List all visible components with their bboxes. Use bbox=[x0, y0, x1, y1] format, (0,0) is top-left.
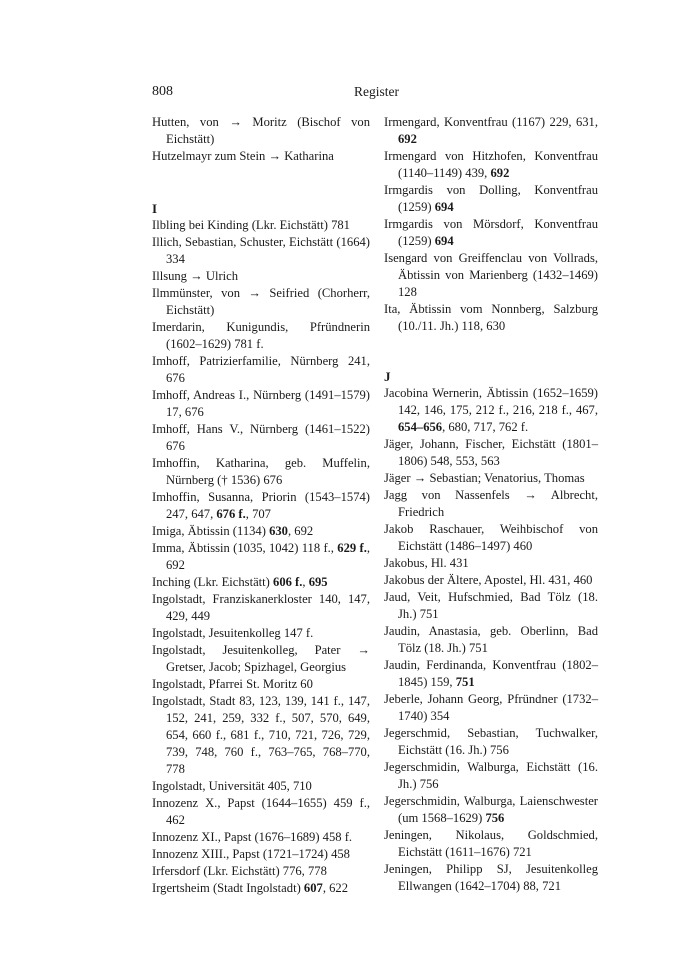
index-entry: Innozenz XI., Papst (1676–1689) 458 f. bbox=[152, 830, 353, 844]
index-entry: Jeberle, Johann Georg, Pfründner (1732–1740) 354 bbox=[384, 692, 598, 723]
index-entry: Inching (Lkr. Eichstätt) 606 f., 695 bbox=[152, 575, 328, 589]
index-entry: Jäger, Johann, Fischer, Eichstätt (1801–1806) 548, 553, 563 bbox=[384, 437, 598, 468]
index-entry: Irfersdorf (Lkr. Eichstätt) 776, 778 bbox=[152, 864, 327, 878]
index-entry: Jakobus der Ältere, Apostel, Hl. 431, 460 bbox=[384, 573, 593, 587]
index-entry: Jaud, Veit, Hufschmied, Bad Tölz (18. Jh.) 751 bbox=[384, 590, 598, 621]
index-entry: Irmengard, Konventfrau (1167) 229, 631, 692 bbox=[384, 115, 598, 146]
index-entry: Ilbling bei Kinding (Lkr. Eichstätt) 781 bbox=[152, 218, 350, 232]
index-entry: Jeningen, Philipp SJ, Jesuitenkolleg Ellwangen (1642–1704) 88, 721 bbox=[384, 862, 598, 893]
index-entry: Jakobus, Hl. 431 bbox=[384, 556, 469, 570]
index-entry: Imhoffin, Katharina, geb. Muffelin, Nürnberg († 1536) 676 bbox=[152, 456, 370, 487]
index-entry: Illsung → Ulrich bbox=[152, 269, 239, 283]
index-entry: Ingolstadt, Franziskanerkloster 140, 147, 429, 449 bbox=[152, 592, 370, 623]
entries-j bbox=[384, 385, 598, 895]
index-entry: Hutzelmayr zum Stein → Katharina bbox=[152, 149, 334, 163]
index-entry: Ingolstadt, Jesuitenkolleg 147 f. bbox=[152, 626, 314, 640]
index-entry: Ilmmünster, von → Seifried (Chorherr, Eichstätt) bbox=[152, 286, 370, 317]
section-letter-i: I bbox=[152, 201, 158, 216]
entries-before-i bbox=[152, 114, 370, 165]
index-entry: Ita, Äbtissin vom Nonnberg, Salzburg (10./11. Jh.) 118, 630 bbox=[384, 302, 598, 333]
index-entry: Imhoff, Hans V., Nürnberg (1461–1522) 676 bbox=[152, 422, 370, 453]
index-entry: Jacobina Wernerin, Äbtissin (1652–1659) 142, 146, 175, 212 f., 216, 218 f., 467, 654–656, 680, 717, 762 f. bbox=[384, 386, 598, 434]
index-entry: Jegerschmid, Sebastian, Tuchwalker, Eichstätt (16. Jh.) 756 bbox=[384, 726, 598, 757]
index-entry: Irgertsheim (Stadt Ingolstadt) 607, 622 bbox=[152, 881, 348, 895]
index-entry: Jakob Raschauer, Weihbischof von Eichstätt (1486–1497) 460 bbox=[384, 522, 598, 553]
index-entry: Imma, Äbtissin (1035, 1042) 118 f., 629 f., 692 bbox=[152, 541, 370, 572]
index-entry: Irmgardis von Dolling, Konventfrau (1259) 694 bbox=[384, 183, 598, 214]
index-column-right bbox=[384, 114, 598, 895]
index-entry: Imhoff, Andreas I., Nürnberg (1491–1579) 17, 676 bbox=[152, 388, 370, 419]
index-entry: Jegerschmidin, Walburga, Laienschwester (um 1568–1629) 756 bbox=[384, 794, 598, 825]
page-number: 808 bbox=[152, 84, 173, 99]
index-entry: Ingolstadt, Universität 405, 710 bbox=[152, 779, 312, 793]
index-column-left bbox=[152, 114, 370, 897]
index-entry: Imhoff, Patrizierfamilie, Nürnberg 241, 676 bbox=[152, 354, 370, 385]
index-entry: Imiga, Äbtissin (1134) 630, 692 bbox=[152, 524, 314, 538]
index-entry: Ingolstadt, Pfarrei St. Moritz 60 bbox=[152, 677, 313, 691]
index-entry: Imhoffin, Susanna, Priorin (1543–1574) 247, 647, 676 f., 707 bbox=[152, 490, 370, 521]
index-entry: Hutten, von → Moritz (Bischof von Eichstätt) bbox=[152, 115, 370, 146]
index-entry: Jaudin, Ferdinanda, Konventfrau (1802–1845) 159, 751 bbox=[384, 658, 598, 689]
index-entry: Jäger → Sebastian; Venatorius, Thomas bbox=[384, 471, 585, 485]
running-title: Register bbox=[354, 84, 399, 99]
index-entry: Irmengard von Hitzhofen, Konventfrau (1140–1149) 439, 692 bbox=[384, 149, 598, 180]
index-entry: Irmgardis von Mörsdorf, Konventfrau (1259) 694 bbox=[384, 217, 598, 248]
index-entry: Imerdarin, Kunigundis, Pfründnerin (1602–1629) 781 f. bbox=[152, 320, 370, 351]
index-entry: Jagg von Nassenfels → Albrecht, Friedrich bbox=[384, 488, 598, 519]
index-entry: Jegerschmidin, Walburga, Eichstätt (16. Jh.) 756 bbox=[384, 760, 598, 791]
index-entry: Innozenz X., Papst (1644–1655) 459 f., 462 bbox=[152, 796, 370, 827]
section-letter-j: J bbox=[384, 369, 391, 384]
entries-i bbox=[152, 217, 370, 897]
index-entry: Jeningen, Nikolaus, Goldschmied, Eichstätt (1611–1676) 721 bbox=[384, 828, 598, 859]
index-entry: Isengard von Greiffenclau von Vollrads, Äbtissin von Marienberg (1432–1469) 128 bbox=[384, 251, 598, 299]
entries-i-continued bbox=[384, 114, 598, 335]
index-entry: Ingolstadt, Jesuitenkolleg, Pater → Gretser, Jacob; Spizhagel, Georgius bbox=[152, 643, 370, 674]
index-entry: Innozenz XIII., Papst (1721–1724) 458 bbox=[152, 847, 350, 861]
index-entry: Ingolstadt, Stadt 83, 123, 139, 141 f., 147, 152, 241, 259, 332 f., 507, 570, 649, 654, 660 f., 681 f., 710, 721, 726, 729, 739, 748, 760 f., 763–765, 768–770, 778 bbox=[152, 694, 370, 776]
index-entry: Jaudin, Anastasia, geb. Oberlinn, Bad Tölz (18. Jh.) 751 bbox=[384, 624, 598, 655]
index-entry: Illich, Sebastian, Schuster, Eichstätt (1664) 334 bbox=[152, 235, 370, 266]
